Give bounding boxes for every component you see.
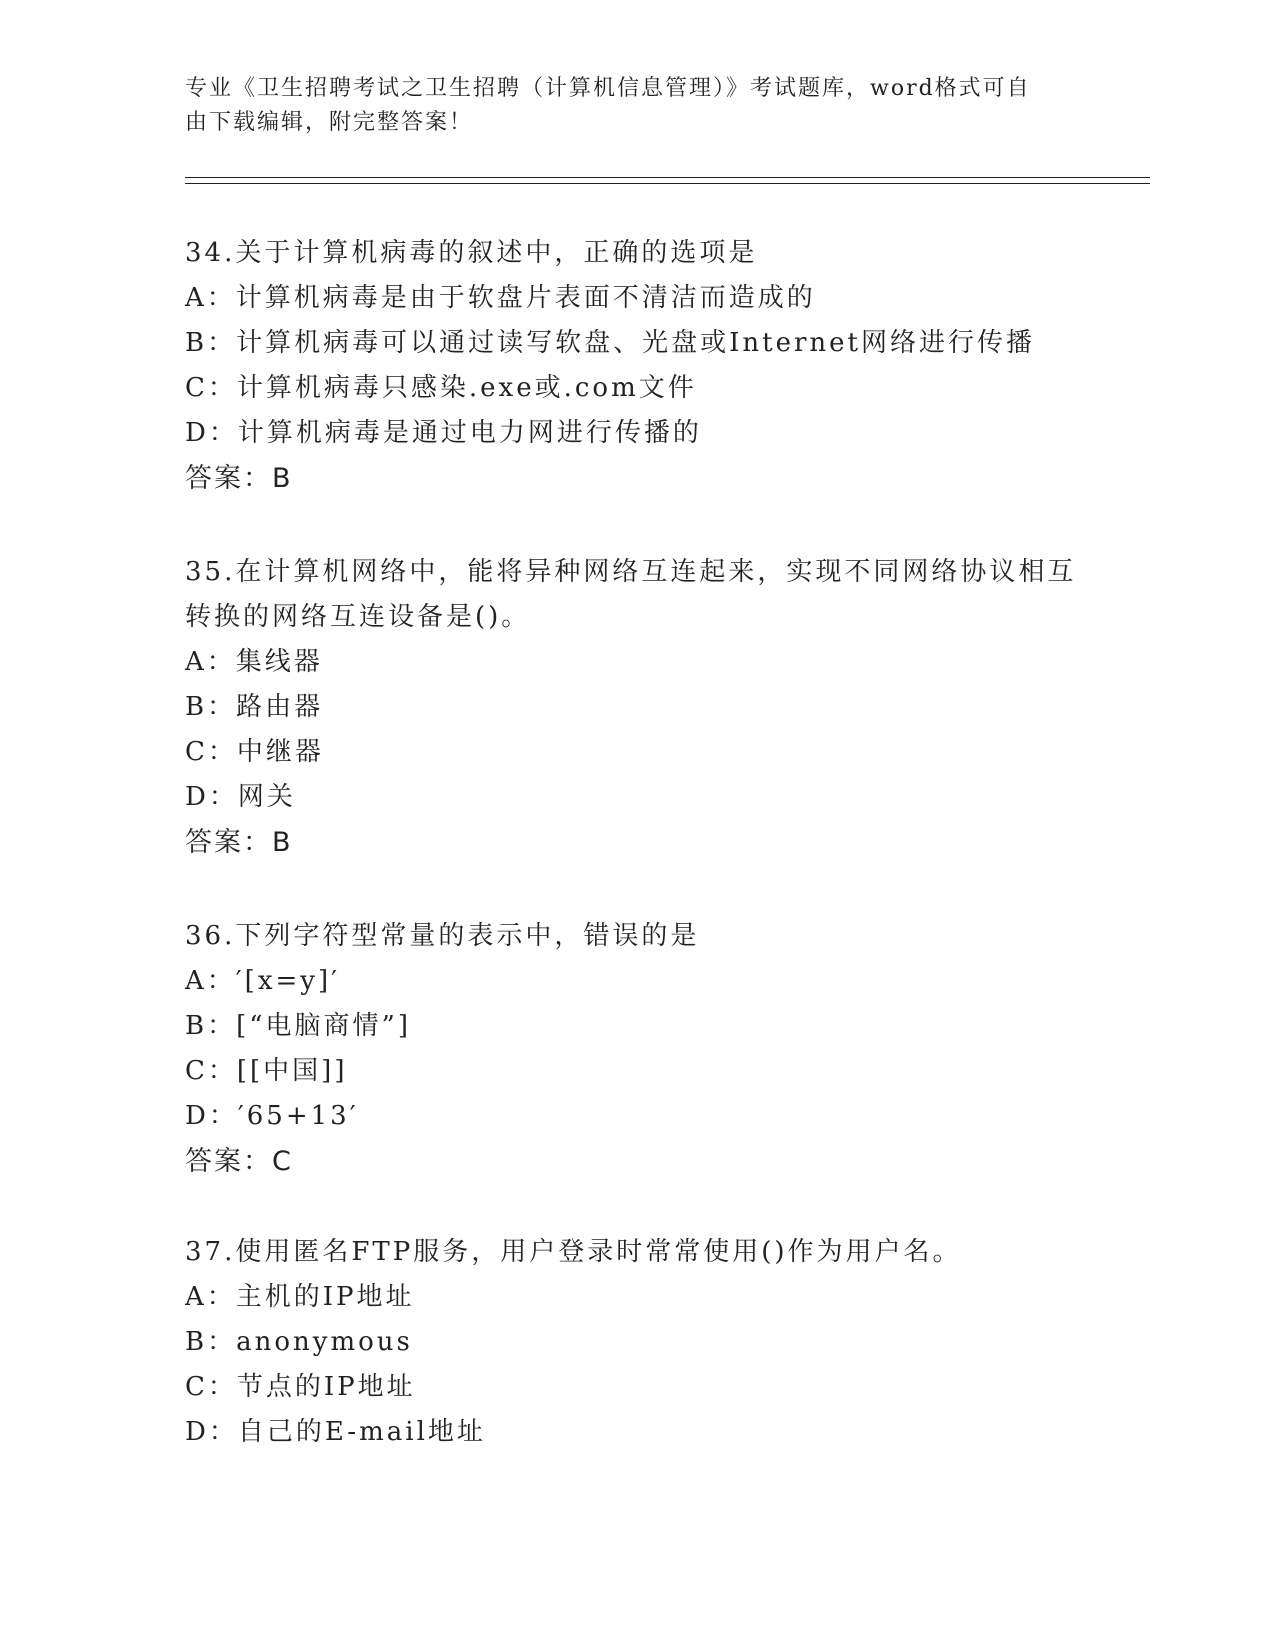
option-d: D：网关 xyxy=(185,782,296,812)
option-d: D：自己的E-mail地址 xyxy=(185,1417,486,1447)
option-b: B：路由器 xyxy=(185,692,324,722)
answer: 答案：C xyxy=(185,1146,293,1177)
question-title: 34.关于计算机病毒的叙述中，正确的选项是 xyxy=(185,238,758,268)
header-divider-bottom xyxy=(185,183,1150,184)
question-title-line-2: 转换的网络互连设备是()。 xyxy=(185,602,531,632)
option-b: B：anonymous xyxy=(185,1327,413,1357)
question-35 xyxy=(185,550,1085,865)
option-a: A：′[x=y]′ xyxy=(185,966,341,996)
question-36 xyxy=(185,914,1085,1184)
question-34 xyxy=(185,231,1085,501)
header-divider-top xyxy=(185,177,1150,178)
header-line-1: 专业《卫生招聘考试之卫生招聘（计算机信息管理）》考试题库，word格式可自 xyxy=(185,76,1031,101)
option-b: B：[“电脑商情”] xyxy=(185,1011,411,1041)
question-title: 36.下列字符型常量的表示中，错误的是 xyxy=(185,921,700,951)
document-header xyxy=(185,72,1065,140)
option-a: A：计算机病毒是由于软盘片表面不清洁而造成的 xyxy=(185,283,816,313)
question-title: 37.使用匿名FTP服务，用户登录时常常使用()作为用户名。 xyxy=(185,1237,962,1267)
question-37 xyxy=(185,1230,1085,1455)
option-d: D：计算机病毒是通过电力网进行传播的 xyxy=(185,418,702,448)
option-c: C：中继器 xyxy=(185,737,324,767)
option-c: C：[[中国]] xyxy=(185,1056,348,1086)
header-line-2: 由下载编辑，附完整答案！ xyxy=(185,110,474,135)
answer: 答案：B xyxy=(185,827,293,858)
option-c: C：计算机病毒只感染.exe或.com文件 xyxy=(185,373,697,403)
option-b: B：计算机病毒可以通过读写软盘、光盘或Internet网络进行传播 xyxy=(185,328,1035,358)
option-c: C：节点的IP地址 xyxy=(185,1372,416,1402)
question-title-line-1: 35.在计算机网络中，能将异种网络互连起来，实现不同网络协议相互 xyxy=(185,557,1077,587)
answer: 答案：B xyxy=(185,463,293,494)
option-d: D：′65+13′ xyxy=(185,1101,359,1131)
option-a: A：集线器 xyxy=(185,647,323,677)
option-a: A：主机的IP地址 xyxy=(185,1282,415,1312)
